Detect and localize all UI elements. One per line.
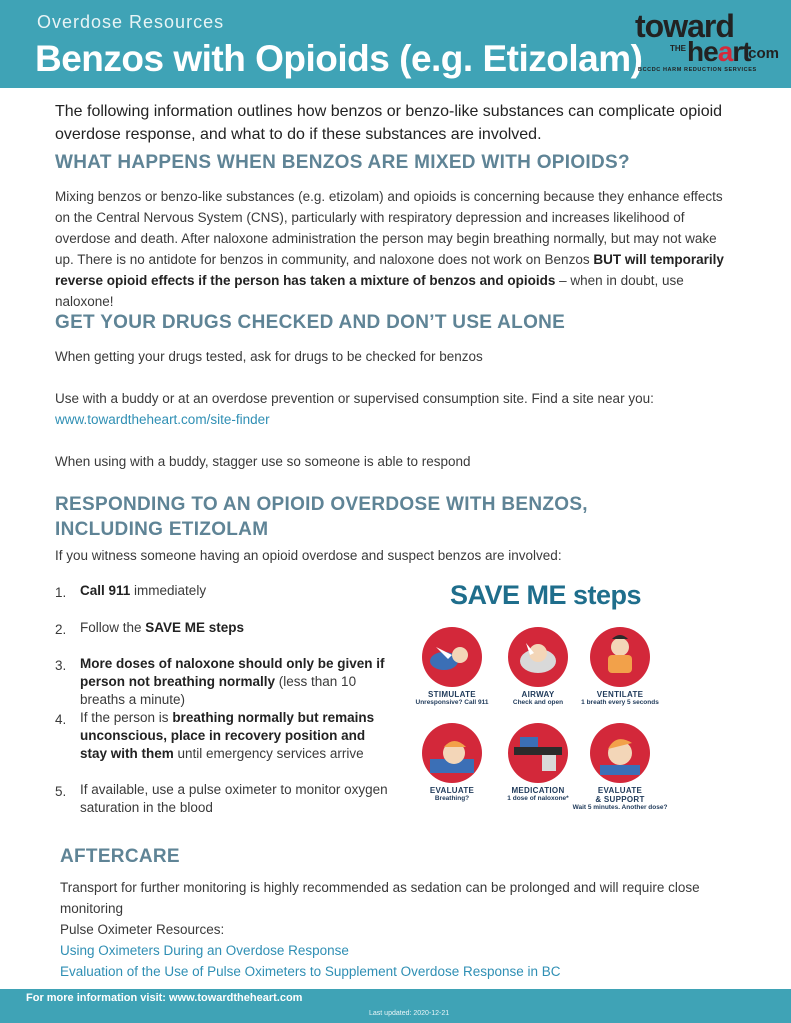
list-bold: breathing normally but remains unconscious, place in recovery position and stay with them bbox=[80, 710, 375, 761]
logo-word-the: THE bbox=[670, 44, 686, 53]
evaluate-icon bbox=[422, 723, 482, 783]
list-number: 5. bbox=[55, 784, 67, 799]
list-text bbox=[80, 582, 395, 600]
logo-subtitle: BCCDC HARM REDUCTION SERVICES bbox=[638, 67, 757, 73]
list-pre: Follow the bbox=[80, 620, 146, 635]
responding-lead: If you witness someone having an opioid overdose and suspect benzos are involved: bbox=[55, 548, 562, 563]
toward-the-heart-logo[interactable] bbox=[632, 8, 782, 78]
step-name-line2: & SUPPORT bbox=[595, 795, 645, 804]
step-desc: 1 dose of naloxone* bbox=[507, 795, 569, 802]
list-rest: (less than 10 breaths a minute) bbox=[80, 674, 357, 707]
step-desc: Wait 5 minutes. Another dose? bbox=[572, 804, 668, 811]
save-me-step-evaluate bbox=[402, 723, 502, 802]
drug-check-paragraph-3: When using with a buddy, stagger use so someone is able to respond bbox=[55, 454, 471, 469]
responding-heading-line2: INCLUDING ETIZOLAM bbox=[55, 519, 269, 540]
mixing-text-bold: BUT will temporarily reverse opioid effects if the person has taken a mixture of benzos and opioids bbox=[55, 252, 724, 288]
drug-check-paragraph-2 bbox=[55, 388, 735, 430]
oximeter-evaluation-link[interactable]: Evaluation of the Use of Pulse Oximeters to Supplement Overdose Response in BC bbox=[60, 964, 561, 979]
last-updated-date: Last updated: 2020-12-21 bbox=[369, 1010, 450, 1017]
list-text bbox=[80, 655, 395, 709]
mixing-paragraph bbox=[55, 186, 735, 312]
list-rest: until emergency services arrive bbox=[173, 746, 364, 761]
list-bold: More doses of naloxone should only be given if person not breathing normally bbox=[80, 656, 385, 689]
header-eyebrow: Overdose Resources bbox=[37, 12, 225, 32]
step-desc: 1 breath every 5 seconds bbox=[581, 699, 659, 706]
logo-a-red: a bbox=[717, 36, 733, 67]
ventilate-icon bbox=[590, 627, 650, 687]
save-me-step-evaluate-support bbox=[570, 723, 670, 811]
drug-check-p2-text: Use with a buddy or at an overdose prevention or supervised consumption site. Find a site near you: bbox=[55, 391, 654, 406]
site-finder-link[interactable]: www.towardtheheart.com/site-finder bbox=[55, 412, 270, 427]
mixing-text-a: Mixing benzos or benzo-like substances (e.g. etizolam) and opioids is concerning because they enhance effects on the Central Nervous System (CNS), particularly with respiratory depression and increases likelihood of overdose and death. After naloxone administration the person may begin breathing normally, but may not wake up. There is no antidote for benzos in community, and naloxone does not work on Benzos bbox=[55, 189, 723, 267]
page-header bbox=[0, 0, 791, 88]
list-bold: Call 911 bbox=[80, 583, 131, 598]
step-name: AIRWAY bbox=[521, 690, 555, 699]
step-name: EVALUATE bbox=[429, 786, 475, 795]
responding-heading-line1: RESPONDING TO AN OPIOID OVERDOSE WITH BENZOS, bbox=[55, 494, 588, 515]
list-number: 2. bbox=[55, 622, 67, 637]
section-heading-aftercare: AFTERCARE bbox=[60, 846, 180, 867]
section-heading-responding bbox=[55, 492, 588, 542]
logo-rt: rt bbox=[732, 36, 751, 67]
oximeter-response-link[interactable]: Using Oximeters During an Overdose Response bbox=[60, 943, 349, 958]
footer-info-link[interactable]: For more information visit: www.towardtheheart.com bbox=[26, 992, 303, 1004]
logo-he: he bbox=[687, 36, 718, 67]
list-text bbox=[80, 709, 395, 763]
oximeter-resources bbox=[60, 919, 760, 982]
mixing-text-b: – when in doubt, use naloxone! bbox=[55, 273, 684, 309]
list-number: 3. bbox=[55, 658, 67, 673]
step-name: STIMULATE bbox=[428, 690, 476, 699]
list-rest: immediately bbox=[130, 583, 207, 598]
step-desc: Check and open bbox=[512, 699, 564, 706]
evaluate-support-icon bbox=[590, 723, 650, 783]
step-desc: Unresponsive? Call 911 bbox=[415, 699, 489, 706]
list-number: 4. bbox=[55, 712, 67, 727]
list-bold: SAVE ME steps bbox=[145, 620, 245, 635]
logo-dotcom: .com bbox=[744, 45, 780, 62]
logo-word-heart bbox=[687, 36, 751, 68]
list-text bbox=[80, 619, 395, 637]
page-title: Benzos with Opioids (e.g. Etizolam) bbox=[35, 38, 643, 79]
aftercare-paragraph: Transport for further monitoring is highly recommended as sedation can be prolonged and will require close monitoring bbox=[60, 880, 700, 916]
save-me-step-ventilate bbox=[570, 627, 670, 706]
intro-paragraph: The following information outlines how benzos or benzo-like substances can complicate opioid overdose response, and what to do if these substances are involved. bbox=[55, 103, 723, 143]
step-name: MEDICATION bbox=[511, 786, 565, 795]
drug-check-paragraph-1: When getting your drugs tested, ask for drugs to be checked for benzos bbox=[55, 349, 483, 364]
list-pre: If the person is bbox=[80, 710, 173, 725]
resources-label: Pulse Oximeter Resources: bbox=[60, 922, 225, 937]
save-me-step-stimulate bbox=[402, 627, 502, 706]
stimulate-icon bbox=[422, 627, 482, 687]
section-heading-mixing: WHAT HAPPENS WHEN BENZOS ARE MIXED WITH OPIOIDS? bbox=[55, 152, 630, 173]
step-name: VENTILATE bbox=[596, 690, 644, 699]
save-me-title: SAVE ME steps bbox=[450, 580, 642, 610]
save-me-steps-graphic bbox=[400, 575, 700, 815]
page-footer bbox=[0, 989, 791, 1023]
logo-word-toward: toward bbox=[635, 8, 734, 44]
step-desc: Breathing? bbox=[434, 795, 470, 802]
section-heading-drug-check: GET YOUR DRUGS CHECKED AND DON’T USE ALONE bbox=[55, 312, 566, 333]
medication-icon bbox=[508, 723, 568, 783]
step-name-line1: EVALUATE bbox=[597, 786, 643, 795]
step-name bbox=[570, 786, 670, 804]
list-number: 1. bbox=[55, 585, 67, 600]
airway-icon bbox=[508, 627, 568, 687]
list-text: If available, use a pulse oximeter to monitor oxygen saturation in the blood bbox=[80, 782, 388, 815]
